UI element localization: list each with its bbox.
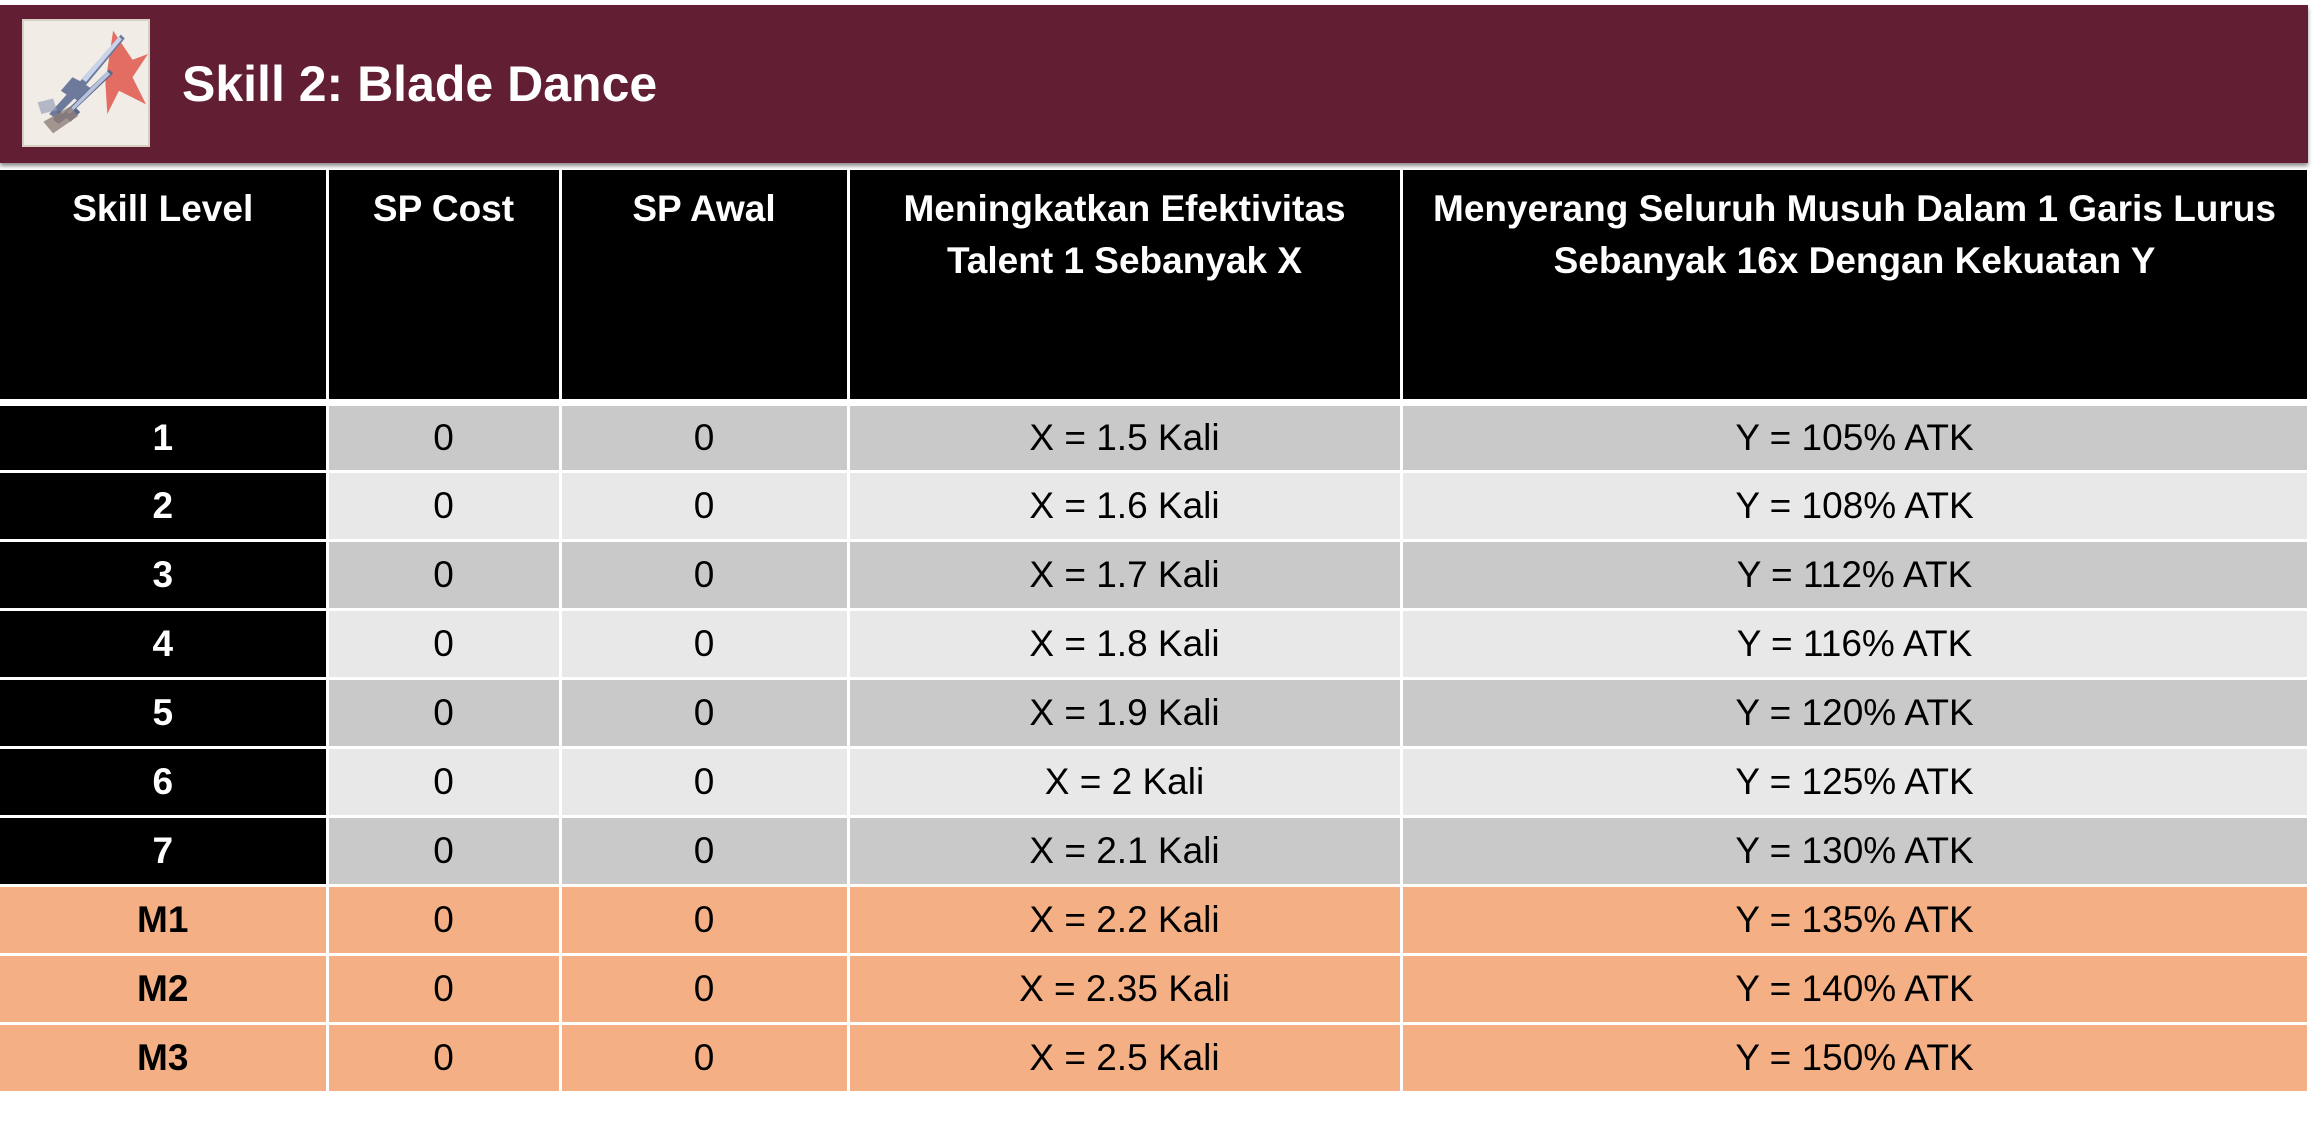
skill-level-cell: 3 bbox=[0, 540, 327, 609]
sp-awal-cell: 0 bbox=[560, 609, 848, 678]
skill-level-cell: 2 bbox=[0, 471, 327, 540]
sp-cost-cell: 0 bbox=[327, 678, 560, 747]
talent-effect-cell: X = 1.9 Kali bbox=[848, 678, 1401, 747]
attack-power-cell: Y = 130% ATK bbox=[1401, 816, 2308, 885]
table-row bbox=[0, 816, 2308, 885]
table-row bbox=[0, 885, 2308, 954]
sp-awal-cell: 0 bbox=[560, 471, 848, 540]
talent-effect-cell: X = 1.6 Kali bbox=[848, 471, 1401, 540]
talent-effect-cell: X = 1.8 Kali bbox=[848, 609, 1401, 678]
sp-awal-cell: 0 bbox=[560, 1023, 848, 1092]
column-header-sp-cost: SP Cost bbox=[327, 170, 560, 402]
sp-cost-cell: 0 bbox=[327, 540, 560, 609]
sp-awal-cell: 0 bbox=[560, 678, 848, 747]
attack-power-cell: Y = 120% ATK bbox=[1401, 678, 2308, 747]
talent-effect-cell: X = 2.2 Kali bbox=[848, 885, 1401, 954]
talent-effect-cell: X = 1.5 Kali bbox=[848, 402, 1401, 471]
sp-cost-cell: 0 bbox=[327, 747, 560, 816]
table-row bbox=[0, 402, 2308, 471]
talent-effect-cell: X = 1.7 Kali bbox=[848, 540, 1401, 609]
sp-cost-cell: 0 bbox=[327, 402, 560, 471]
column-header-attack-power: Menyerang Seluruh Musuh Dalam 1 Garis Lurus Sebanyak 16x Dengan Kekuatan Y bbox=[1401, 170, 2308, 402]
talent-effect-cell: X = 2 Kali bbox=[848, 747, 1401, 816]
table-header-row bbox=[0, 170, 2308, 402]
skill-level-cell: 4 bbox=[0, 609, 327, 678]
sp-cost-cell: 0 bbox=[327, 816, 560, 885]
sp-awal-cell: 0 bbox=[560, 747, 848, 816]
talent-effect-cell: X = 2.1 Kali bbox=[848, 816, 1401, 885]
sp-awal-cell: 0 bbox=[560, 954, 848, 1023]
skill-level-cell: 7 bbox=[0, 816, 327, 885]
table-row bbox=[0, 678, 2308, 747]
attack-power-cell: Y = 140% ATK bbox=[1401, 954, 2308, 1023]
attack-power-cell: Y = 116% ATK bbox=[1401, 609, 2308, 678]
sp-cost-cell: 0 bbox=[327, 1023, 560, 1092]
table-row bbox=[0, 1023, 2308, 1092]
skill-level-cell: 5 bbox=[0, 678, 327, 747]
attack-power-cell: Y = 108% ATK bbox=[1401, 471, 2308, 540]
sp-awal-cell: 0 bbox=[560, 816, 848, 885]
sp-cost-cell: 0 bbox=[327, 954, 560, 1023]
blade-dance-skill-icon bbox=[22, 19, 150, 147]
sp-cost-cell: 0 bbox=[327, 609, 560, 678]
table-row bbox=[0, 747, 2308, 816]
talent-effect-cell: X = 2.35 Kali bbox=[848, 954, 1401, 1023]
sp-awal-cell: 0 bbox=[560, 402, 848, 471]
attack-power-cell: Y = 150% ATK bbox=[1401, 1023, 2308, 1092]
skill-level-cell: M1 bbox=[0, 885, 327, 954]
column-header-talent-effect: Meningkatkan Efektivitas Talent 1 Sebanyak X bbox=[848, 170, 1401, 402]
skill-level-cell: M2 bbox=[0, 954, 327, 1023]
skill-title: Skill 2: Blade Dance bbox=[182, 56, 658, 112]
table-row bbox=[0, 471, 2308, 540]
table-row bbox=[0, 954, 2308, 1023]
attack-power-cell: Y = 112% ATK bbox=[1401, 540, 2308, 609]
skill-level-cell: 6 bbox=[0, 747, 327, 816]
attack-power-cell: Y = 135% ATK bbox=[1401, 885, 2308, 954]
attack-power-cell: Y = 105% ATK bbox=[1401, 402, 2308, 471]
column-header-skill-level: Skill Level bbox=[0, 170, 327, 402]
skill-level-cell: 1 bbox=[0, 402, 327, 471]
table-row bbox=[0, 540, 2308, 609]
sp-awal-cell: 0 bbox=[560, 540, 848, 609]
skill-level-cell: M3 bbox=[0, 1023, 327, 1092]
title-banner bbox=[0, 5, 2308, 163]
talent-effect-cell: X = 2.5 Kali bbox=[848, 1023, 1401, 1092]
sp-cost-cell: 0 bbox=[327, 471, 560, 540]
skill-level-table bbox=[0, 170, 2310, 1094]
sp-awal-cell: 0 bbox=[560, 885, 848, 954]
attack-power-cell: Y = 125% ATK bbox=[1401, 747, 2308, 816]
column-header-sp-awal: SP Awal bbox=[560, 170, 848, 402]
sp-cost-cell: 0 bbox=[327, 885, 560, 954]
table-row bbox=[0, 609, 2308, 678]
